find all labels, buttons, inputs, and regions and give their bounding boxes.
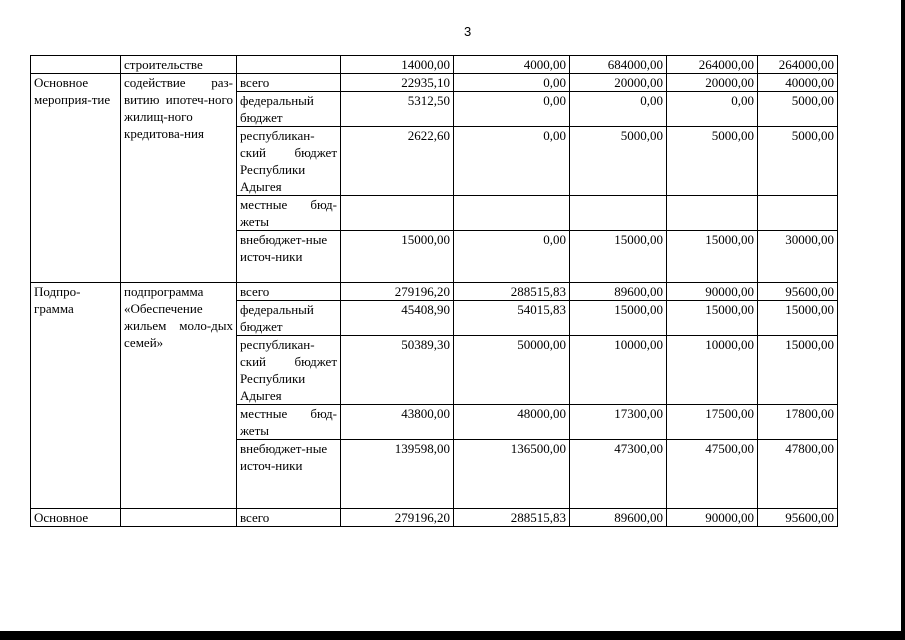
cell-value: 90000,00 [667, 509, 758, 527]
cell-source: внебюджет-ные источ-ники [237, 231, 341, 283]
cell-value: 47300,00 [570, 440, 667, 509]
cell-value: 50000,00 [454, 336, 570, 405]
cell-value: 50389,30 [341, 336, 454, 405]
cell-value: 288515,83 [454, 509, 570, 527]
cell-value: 20000,00 [667, 74, 758, 92]
cell-value: 30000,00 [758, 231, 838, 283]
cell-value: 279196,20 [341, 283, 454, 301]
cell-source: федеральный бюджет [237, 92, 341, 127]
cell-value: 4000,00 [454, 56, 570, 74]
table-row [31, 74, 838, 92]
cell-source: внебюджет-ные источ-ники [237, 440, 341, 509]
cell-value: 17800,00 [758, 405, 838, 440]
cell-value: 10000,00 [570, 336, 667, 405]
cell-source [237, 56, 341, 74]
table-row [31, 283, 838, 301]
cell-value: 15000,00 [341, 231, 454, 283]
scan-bottom-edge [0, 631, 905, 640]
cell-value: 15000,00 [570, 231, 667, 283]
cell-type: Подпро-грамма [31, 283, 121, 509]
cell-value: 15000,00 [667, 231, 758, 283]
cell-value: 264000,00 [667, 56, 758, 74]
cell-value: 48000,00 [454, 405, 570, 440]
cell-value: 47500,00 [667, 440, 758, 509]
cell-value [570, 196, 667, 231]
cell-value: 264000,00 [758, 56, 838, 74]
cell-value: 95600,00 [758, 283, 838, 301]
cell-source: всего [237, 283, 341, 301]
cell-type [31, 56, 121, 74]
cell-value: 47800,00 [758, 440, 838, 509]
cell-value: 5000,00 [570, 127, 667, 196]
cell-value: 40000,00 [758, 74, 838, 92]
cell-value: 14000,00 [341, 56, 454, 74]
cell-name: подпрограмма «Обеспечение жильем моло-дых семей» [121, 283, 237, 509]
cell-source: республикан-ский бюджет Республики Адыгея [237, 127, 341, 196]
table-row [31, 509, 838, 527]
cell-value: 5000,00 [667, 127, 758, 196]
cell-value: 54015,83 [454, 301, 570, 336]
cell-value: 15000,00 [570, 301, 667, 336]
cell-type: Основное мероприя-тие [31, 74, 121, 283]
cell-source: местные бюд-жеты [237, 196, 341, 231]
scan-right-edge [901, 0, 905, 640]
cell-value: 684000,00 [570, 56, 667, 74]
cell-value: 15000,00 [667, 301, 758, 336]
cell-value [758, 196, 838, 231]
cell-value: 15000,00 [758, 301, 838, 336]
cell-value: 0,00 [454, 231, 570, 283]
cell-value: 0,00 [454, 92, 570, 127]
budget-table [30, 55, 838, 527]
cell-value [667, 196, 758, 231]
cell-value: 0,00 [454, 74, 570, 92]
cell-value: 0,00 [667, 92, 758, 127]
cell-value: 5312,50 [341, 92, 454, 127]
cell-name: содействие раз-витию ипотеч-ного жилищ-ного кредитова-ния [121, 74, 237, 283]
cell-value [454, 196, 570, 231]
cell-value: 17300,00 [570, 405, 667, 440]
cell-type: Основное [31, 509, 121, 527]
cell-source: всего [237, 74, 341, 92]
cell-source: республикан-ский бюджет Республики Адыгея [237, 336, 341, 405]
cell-value: 15000,00 [758, 336, 838, 405]
cell-value: 89600,00 [570, 283, 667, 301]
cell-value: 22935,10 [341, 74, 454, 92]
cell-value [341, 196, 454, 231]
cell-name [121, 509, 237, 527]
cell-value: 89600,00 [570, 509, 667, 527]
cell-value: 45408,90 [341, 301, 454, 336]
cell-value: 43800,00 [341, 405, 454, 440]
cell-value: 136500,00 [454, 440, 570, 509]
cell-source: всего [237, 509, 341, 527]
cell-value: 17500,00 [667, 405, 758, 440]
cell-name: строительстве [121, 56, 237, 74]
cell-value: 279196,20 [341, 509, 454, 527]
cell-value: 90000,00 [667, 283, 758, 301]
cell-value: 10000,00 [667, 336, 758, 405]
cell-value: 0,00 [454, 127, 570, 196]
cell-source: федеральный бюджет [237, 301, 341, 336]
cell-value: 20000,00 [570, 74, 667, 92]
table-row [31, 56, 838, 74]
cell-value: 288515,83 [454, 283, 570, 301]
cell-value: 2622,60 [341, 127, 454, 196]
cell-value: 5000,00 [758, 127, 838, 196]
cell-value: 95600,00 [758, 509, 838, 527]
cell-value: 5000,00 [758, 92, 838, 127]
cell-source: местные бюд-жеты [237, 405, 341, 440]
cell-value: 0,00 [570, 92, 667, 127]
cell-value: 139598,00 [341, 440, 454, 509]
page-number: 3 [464, 24, 472, 39]
